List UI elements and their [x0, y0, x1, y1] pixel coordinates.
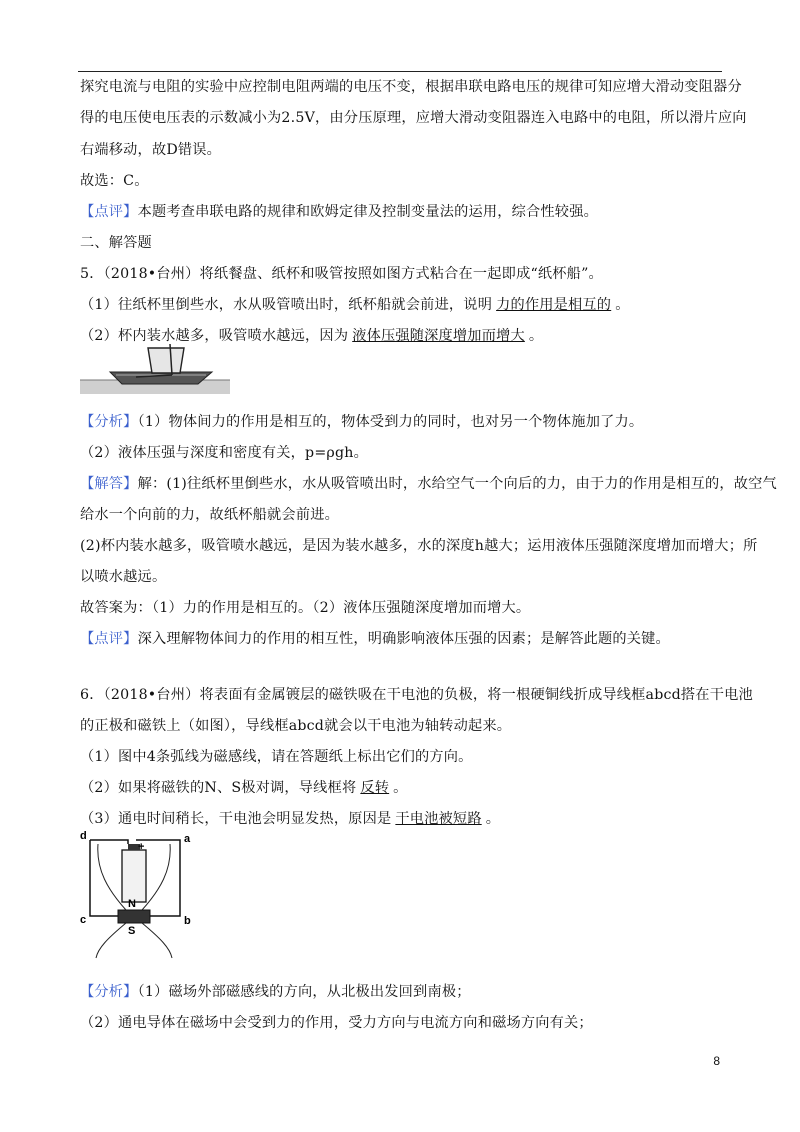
q6-sub3	[80, 809, 500, 829]
para-line: 右端移动，故D错误。	[80, 142, 222, 158]
q5-answer: 故答案为：（1）力的作用是相互的。（2）液体压强随深度增加而增大。	[80, 600, 531, 616]
battery-wire-frame-figure	[78, 830, 202, 960]
label-plus: +	[138, 841, 145, 853]
q6-analysis-1	[80, 982, 471, 1002]
q5-sub1-end: 。	[615, 297, 630, 313]
comment-tag: 【点评】	[80, 204, 138, 220]
q6-analysis-2: （2）通电导体在磁场中会受到力的作用，受力方向与电流方向和磁场方向有关；	[80, 1015, 593, 1031]
q5-analysis-2: （2）液体压强与深度和密度有关，p=ρgh。	[80, 445, 368, 461]
label-b: b	[184, 915, 191, 927]
q6-sub2-answer: 反转	[360, 780, 390, 796]
section-title: 二、解答题	[80, 235, 152, 251]
q5-sub1-text: （1）往纸杯里倒些水，水从吸管喷出时，纸杯船就会前进，说明	[80, 297, 493, 313]
q6-sub3-answer: 干电池被短路	[395, 811, 482, 827]
para-line: 探究电流与电阻的实验中应控制电阻两端的电压不变，根据串联电路电压的规律可知应增大滑动变阻器分	[80, 79, 742, 95]
q5-sub2-answer: 液体压强随深度增加而增大	[352, 328, 525, 344]
comment-text: 深入理解物体间力的作用的相互性，明确影响液体压强的因素；是解答此题的关键。	[137, 631, 670, 647]
label-c: c	[80, 914, 87, 926]
q6-stem-1: 6．（2018•台州）将表面有金属镀层的磁铁吸在干电池的负极，将一根硬铜线折成导线框abcd搭在干电池	[80, 687, 753, 703]
label-S: S	[128, 925, 136, 937]
analysis-text: （1）磁场外部磁感线的方向，从北极出发回到南极；	[137, 984, 471, 1000]
q6-stem-2: 的正极和磁铁上（如图），导线框abcd就会以干电池为轴转动起来。	[80, 718, 512, 734]
label-N: N	[128, 898, 136, 910]
q6-sub2-end: 。	[393, 780, 408, 796]
analysis-tag: 【分析】	[80, 414, 138, 430]
page-number: 8	[713, 1054, 720, 1068]
analysis-tag: 【分析】	[80, 984, 138, 1000]
header-rule	[78, 71, 722, 72]
comment-tag: 【点评】	[80, 631, 138, 647]
para-line: 得的电压使电压表的示数减小为2.5V，由分压原理，应增大滑动变阻器连入电路中的电阻，所以滑片应向	[80, 110, 747, 126]
q5-sub1-answer: 力的作用是相互的	[496, 297, 612, 313]
solution-tag: 【解答】	[80, 476, 138, 492]
q5-sub2-end: 。	[528, 328, 544, 344]
q5-solution-3: (2)杯内装水越多，吸管喷水越远，是因为装水越多，水的深度h越大；运用液体压强随深度增加而增大；所	[80, 538, 758, 554]
paper-cup-boat-figure	[80, 342, 230, 394]
comment-line	[80, 202, 598, 222]
q6-sub3-end: 。	[485, 811, 501, 827]
q6-sub1: （1）图中4条弧线为磁感线，请在答题纸上标出它们的方向。	[80, 749, 473, 765]
label-a: a	[184, 833, 191, 845]
q5-sub2-text: （2）杯内装水越多，吸管喷水越远，因为	[80, 328, 349, 344]
solution-text: 解：(1)往纸杯里倒些水，水从吸管喷出时，水给空气一个向后的力，由于力的作用是相互的，故空气	[137, 476, 777, 492]
q5-solution-1	[80, 474, 777, 494]
q5-stem: 5．（2018•台州）将纸餐盘、纸杯和吸管按照如图方式粘合在一起即成“纸杯船”。	[80, 266, 603, 282]
choice-line: 故选：C。	[80, 173, 149, 189]
q5-solution-2: 给水一个向前的力，故纸杯船就会前进。	[80, 507, 339, 523]
analysis-text: （1）物体间力的作用是相互的，物体受到力的同时，也对另一个物体施加了力。	[137, 414, 644, 430]
q5-sub1	[80, 295, 630, 315]
label-d: d	[80, 830, 87, 842]
q5-analysis-1	[80, 412, 643, 432]
comment-text: 本题考查串联电路的规律和欧姆定律及控制变量法的运用，综合性较强。	[137, 204, 598, 220]
q6-sub2-text: （2）如果将磁铁的N、S极对调，导线框将	[80, 780, 357, 796]
q6-sub3-text: （3）通电时间稍长，干电池会明显发热，原因是	[80, 811, 392, 827]
q6-sub2	[80, 778, 408, 798]
q5-solution-4: 以喷水越远。	[80, 569, 167, 585]
q5-comment	[80, 629, 670, 649]
